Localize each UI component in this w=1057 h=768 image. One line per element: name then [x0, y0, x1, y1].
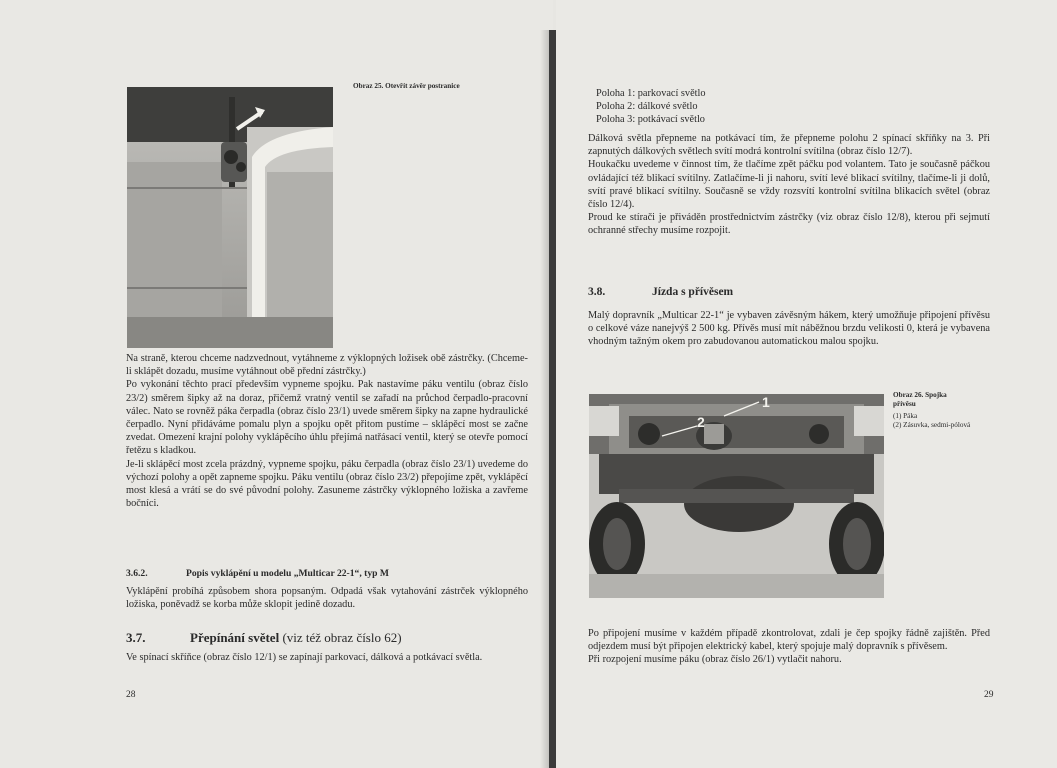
page-number-right: 29: [984, 690, 994, 700]
section-38-number: 3.8.: [588, 286, 606, 298]
figure-26-caption: Obraz 26. Spojka přívěsu: [893, 391, 947, 408]
paragraph: Po připojení musíme v každém případě zkontrolovat, zdali je čep spojky řádně zajištěn. Před odjezdem musí být připojen elektrický kabel, který spojuje malý dopravník s přívěsem.: [588, 628, 990, 653]
figure-26-legend: [893, 412, 983, 430]
trailer-coupling-photo: [589, 394, 884, 598]
section-37-title: Přepínání světel: [190, 630, 280, 645]
position-item: Poloha 1: parkovací světlo: [596, 88, 706, 99]
figure-25-caption: Obraz 25. Otevřít závěr postranice: [353, 82, 460, 90]
section-37-ref: (viz též obraz číslo 62): [282, 630, 402, 645]
light-positions-list: [596, 87, 996, 127]
section-37-number: 3.7.: [126, 630, 146, 645]
right-page-body: [588, 132, 990, 238]
paragraph: Po vykonání těchto prací především vypneme spojku. Pak nastavíme páku ventilu (obraz číslo 23/2) směrem šipky až na doraz, přičemž vratný ventil se zařadí na průchod čerpadlo-pracovní válec. Nato se rovněž páka čerpadla (obraz číslo 23/1) uvede směrem šipky na zapne hydraulické čerpadlo. Nyní přidáváme pomalu plyn a spojku opět přitom pustíme – sklápěcí most se začne zvedat. Omezení krajní polohy vyklápěcího úhlu přejímá natřásací ventil, který se otevře pomocí řetězu s kladkou.: [126, 379, 528, 457]
section-362-number: 3.6.2.: [126, 568, 148, 579]
section-38-text: Malý dopravník „Multicar 22-1“ je vybaven závěsným hákem, který umožňuje připojení přívěsu o celkové váze nanejvýš 2 500 kg. Přívěs musí mít náběžnou brzdu velikosti 0, která je vybavena vhodným tažným okem pro zabudovanou automatickou malou spojku.: [588, 310, 990, 348]
photo-label-2: 2: [697, 414, 705, 430]
section-37-text: Ve spínací skříňce (obraz číslo 12/1) se zapínají parkovací, dálková a potkávací světla.: [126, 652, 483, 663]
photo-label-1: 1: [762, 394, 770, 410]
right-page: [556, 0, 1057, 768]
legend-item: (1) Páka: [893, 412, 918, 420]
paragraph: Je-li sklápěcí most zcela prázdný, vypneme spojku, páku čerpadla (obraz číslo 23/1) uvedeme do výchozí polohy a opět zapneme spojku. Páku ventilu (obraz číslo 23/2) přepojíme zpět, vyklápěcí most klesá a vrátí se do své původní polohy. Zasuneme zástrčky výklopného ložiska a zavřeme bočníci.: [126, 458, 528, 510]
left-page-body: [126, 352, 528, 510]
position-item: Poloha 2: dálkové světlo: [596, 101, 698, 113]
paragraph: Na straně, kterou chceme nadzvednout, vytáhneme z výklopných ložisek obě zástrčky. (Chceme-li sklápět dozadu, musíme vytáhnout obě přední zástrčky.): [126, 353, 528, 378]
position-item: Poloha 3: potkávací světlo: [596, 114, 705, 126]
paragraph: Proud ke stírači je přiváděn prostřednictvím zástrčky (viz obraz číslo 12/8), kterou při sejmutí ochranné střechy musíme rozpojit.: [588, 212, 990, 237]
legend-item: (2) Zásuvka, sedmi-pólová: [893, 421, 971, 429]
page-number-left: 28: [126, 690, 136, 700]
section-38-title: Jízda s přívěsem: [652, 286, 734, 298]
truck-side-photo: [127, 87, 333, 348]
paragraph: Při rozpojení musíme páku (obraz číslo 26/1) vytlačit nahoru.: [588, 654, 842, 666]
section-362-title: Popis vyklápění u modelu „Multicar 22-1“, typ M: [186, 568, 389, 579]
closing-text: [588, 627, 990, 667]
section-362-text: Vyklápění probíhá způsobem shora popsaným. Odpadá však vytahování zástrček výklopného ložiska, poněvadž se korba může sklopit jedině dozadu.: [126, 586, 528, 611]
paragraph: Dálková světla přepneme na potkávací tím, že přepneme polohu 2 spínací skříňky na 3. Při zapnutých dálkových světlech svítí modrá kontrolní svítilna (obraz číslo 12/7).: [588, 133, 990, 158]
paragraph: Houkačku uvedeme v činnost tím, že tlačíme zpět páčku pod volantem. Tato je současně páčkou ovládající též blikací svítilny. Zatlačíme-li ji nahoru, svítí levé blikací svítilny, tlačíme-li ji dolů, svítí pravé blikací svítilny. Současně se vždy rozsvítí kontrolní svítilna blikacích světel (obraz číslo 12/4).: [588, 159, 990, 211]
section-37-heading: [190, 630, 402, 646]
